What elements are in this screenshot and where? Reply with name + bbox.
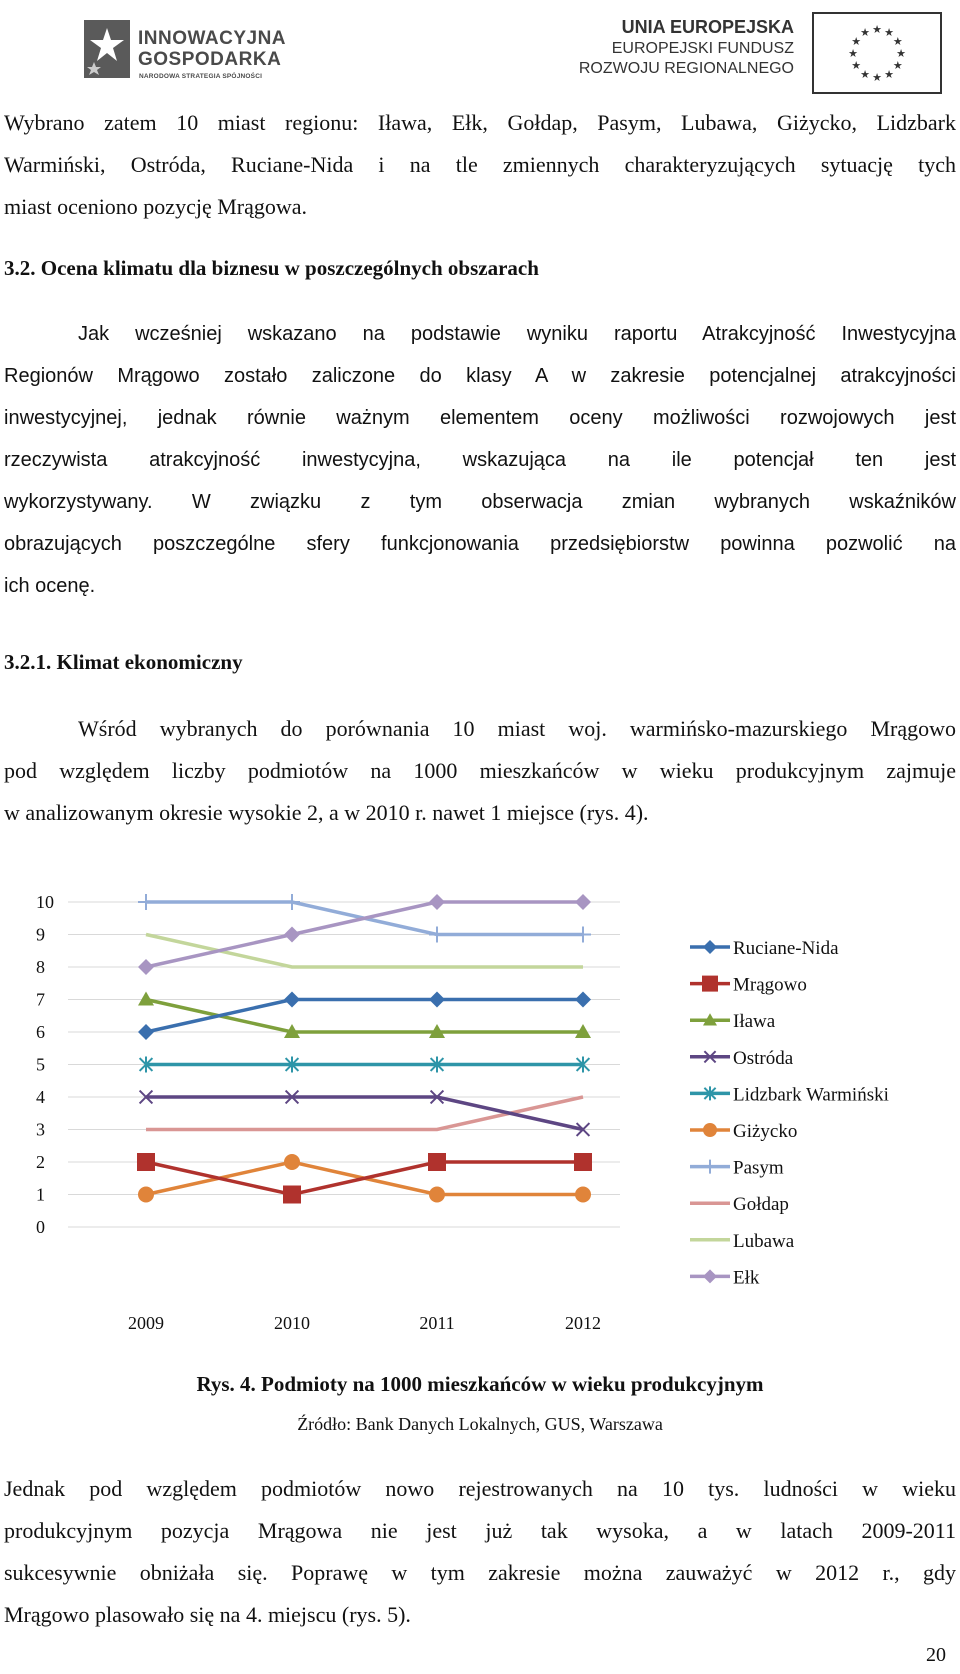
legend-entry bbox=[690, 975, 807, 996]
data-point bbox=[575, 927, 591, 943]
closing-line: Jednak pod względem podmiotów nowo rejestrowanych na 10 tys. ludności w wieku bbox=[4, 1476, 956, 1501]
eu-star-icon: ★ bbox=[860, 26, 870, 40]
series-line bbox=[146, 1000, 583, 1033]
data-point bbox=[703, 940, 717, 954]
closing-line: produkcyjnym pozycja Mrągowa nie jest już tak wysoka, a w latach 2009-2011 bbox=[4, 1518, 956, 1543]
x-tick-label: 2012 bbox=[565, 1313, 601, 1333]
intro-line: Warmiński, Ostróda, Ruciane-Nida i na tle zmiennych charakteryzujących sytuację tych bbox=[4, 152, 956, 177]
data-point bbox=[137, 1153, 155, 1171]
eu-star-icon: ★ bbox=[851, 59, 862, 72]
legend-label: Pasym bbox=[733, 1157, 784, 1179]
data-point bbox=[138, 992, 154, 1006]
legend-label: Mrągowo bbox=[733, 974, 807, 996]
logo-right-line3: ROZWOJU REGIONALNEGO bbox=[578, 60, 794, 77]
data-point bbox=[703, 1160, 717, 1174]
figure-caption: Rys. 4. Podmioty na 1000 mieszkańców w wieku produkcyjnym bbox=[196, 1372, 764, 1396]
data-point bbox=[284, 992, 300, 1008]
line-chart bbox=[0, 893, 960, 1343]
x-tick-label: 2011 bbox=[419, 1313, 455, 1333]
data-point bbox=[138, 959, 154, 975]
eu-logo bbox=[578, 12, 942, 86]
logo-right-line2: EUROPEJSKI FUNDUSZ bbox=[611, 40, 794, 57]
data-point bbox=[284, 894, 300, 910]
data-point bbox=[575, 992, 591, 1008]
legend-entry bbox=[690, 1011, 776, 1032]
legend-label: Ostróda bbox=[733, 1047, 794, 1069]
section-3-2-line: ich ocenę. bbox=[4, 575, 96, 597]
series-4 bbox=[140, 1057, 590, 1073]
data-point bbox=[429, 894, 445, 910]
x-tick-label: 2009 bbox=[128, 1313, 164, 1333]
eu-star-icon: ★ bbox=[872, 23, 882, 36]
section-3-2-1-line: Wśród wybranych do porównania 10 miast woj. warmińsko-mazurskiego Mrągowo bbox=[78, 716, 956, 741]
eu-star-icon: ★ bbox=[884, 67, 894, 81]
legend-entry bbox=[690, 1231, 795, 1252]
y-tick-label: 0 bbox=[36, 1217, 45, 1237]
data-point bbox=[702, 976, 718, 992]
legend-label: Iława bbox=[733, 1011, 776, 1033]
closing-line: Mrągowo plasowało się na 4. miejscu (rys. 5). bbox=[4, 1602, 411, 1627]
data-point bbox=[138, 1024, 154, 1040]
eu-star-icon: ★ bbox=[896, 47, 906, 60]
series-line bbox=[146, 1162, 583, 1195]
eu-star-icon: ★ bbox=[872, 71, 882, 84]
legend-label: Ełk bbox=[733, 1267, 760, 1289]
data-point bbox=[429, 927, 445, 943]
section-3-2-1-line: w analizowanym okresie wysokie 2, a w 2010 r. nawet 1 miejsce (rys. 4). bbox=[4, 800, 649, 825]
section-3-2-title: 3.2. Ocena klimatu dla biznesu w poszczególnych obszarach bbox=[4, 256, 539, 280]
logo-right-line1: UNIA EUROPEJSKA bbox=[621, 17, 794, 37]
section-3-2-line: wykorzystywany. W związku z tym obserwacja zmian wybranych wskaźników bbox=[4, 491, 956, 513]
logo-left-line2: GOSPODARKA bbox=[138, 49, 282, 70]
intro-line: miast oceniono pozycję Mrągowa. bbox=[4, 194, 308, 219]
eu-star-icon: ★ bbox=[851, 35, 862, 48]
eu-star-icon: ★ bbox=[892, 59, 903, 72]
intro-line: Wybrano zatem 10 miast regionu: Iława, Ełk, Gołdap, Pasym, Lubawa, Giżycko, Lidzbark bbox=[4, 110, 956, 135]
section-3-2-line: Regionów Mrągowo zostało zaliczone do klasy A w zakresie potencjalnej atrakcyjności bbox=[4, 365, 956, 387]
eu-star-icon: ★ bbox=[848, 47, 858, 60]
y-tick-label: 3 bbox=[36, 1119, 45, 1140]
legend-label: Giżycko bbox=[733, 1121, 798, 1142]
eu-flag-icon bbox=[812, 12, 942, 94]
data-point bbox=[703, 1123, 717, 1137]
data-point bbox=[284, 927, 300, 943]
data-point bbox=[575, 894, 591, 910]
legend-label: Lidzbark Warmiński bbox=[733, 1084, 889, 1106]
logo-left-line1: INNOWACYJNA bbox=[138, 28, 287, 49]
legend-entry bbox=[690, 1048, 794, 1069]
data-point bbox=[429, 1187, 445, 1203]
data-point bbox=[138, 1187, 154, 1203]
legend-entry bbox=[690, 938, 839, 959]
y-tick-label: 10 bbox=[36, 893, 54, 912]
data-point bbox=[429, 992, 445, 1008]
data-point bbox=[574, 1153, 592, 1171]
ig-star-emblem-icon bbox=[84, 20, 130, 78]
y-tick-label: 8 bbox=[36, 957, 45, 977]
y-tick-label: 6 bbox=[36, 1022, 45, 1042]
legend-entry bbox=[690, 1121, 797, 1142]
legend-label: Lubawa bbox=[733, 1230, 795, 1252]
section-3-2-line: rzeczywista atrakcyjność inwestycyjna, wskazująca na ile potencjał ten jest bbox=[4, 449, 956, 471]
eu-star-icon: ★ bbox=[892, 35, 903, 48]
legend-label: Ruciane-Nida bbox=[733, 938, 839, 959]
y-tick-label: 2 bbox=[36, 1152, 45, 1172]
section-3-2-line: Jak wcześniej wskazano na podstawie wyniku raportu Atrakcyjność Inwestycyjna bbox=[78, 323, 956, 345]
logo-left-line3: NARODOWA STRATEGIA SPÓJNOŚCI bbox=[139, 73, 263, 80]
legend-entry bbox=[690, 1158, 784, 1179]
section-3-2-line: inwestycyjnej, jednak równie ważnym elementem oceny możliwości rozwojowych jest bbox=[4, 407, 956, 429]
y-tick-label: 4 bbox=[36, 1087, 45, 1107]
closing-line: sukcesywnie obniżała się. Poprawę w tym zakresie można zauważyć w 2012 r., gdy bbox=[4, 1560, 956, 1585]
legend-entry bbox=[690, 1267, 760, 1288]
legend-entry bbox=[690, 1084, 889, 1105]
section-3-2-line: obrazujących poszczególne sfery funkcjonowania przedsiębiorstw powinna pozwolić na bbox=[4, 533, 956, 555]
data-point bbox=[283, 1186, 301, 1204]
series-line bbox=[146, 1097, 583, 1130]
page-number: 20 bbox=[926, 1644, 946, 1666]
legend-entry bbox=[690, 1194, 789, 1215]
section-3-2-1-line: pod względem liczby podmiotów na 1000 mieszkańców w wieku produkcyjnym zajmuje bbox=[4, 758, 956, 783]
y-tick-label: 1 bbox=[36, 1184, 45, 1205]
x-tick-label: 2010 bbox=[274, 1313, 310, 1333]
y-tick-label: 9 bbox=[36, 924, 45, 945]
data-point bbox=[428, 1153, 446, 1171]
eu-star-icon: ★ bbox=[860, 67, 870, 81]
eu-star-icon: ★ bbox=[884, 26, 894, 40]
section-3-2-1-title: 3.2.1. Klimat ekonomiczny bbox=[4, 650, 243, 674]
data-point bbox=[138, 894, 154, 910]
legend-label: Gołdap bbox=[733, 1194, 789, 1216]
y-tick-label: 5 bbox=[36, 1054, 45, 1075]
data-point bbox=[575, 1187, 591, 1203]
y-tick-label: 7 bbox=[36, 989, 45, 1010]
data-point bbox=[703, 1269, 717, 1283]
data-point bbox=[284, 1154, 300, 1170]
figure-source: Źródło: Bank Danych Lokalnych, GUS, Warszawa bbox=[297, 1414, 663, 1434]
innowacyjna-gospodarka-logo bbox=[84, 18, 304, 82]
